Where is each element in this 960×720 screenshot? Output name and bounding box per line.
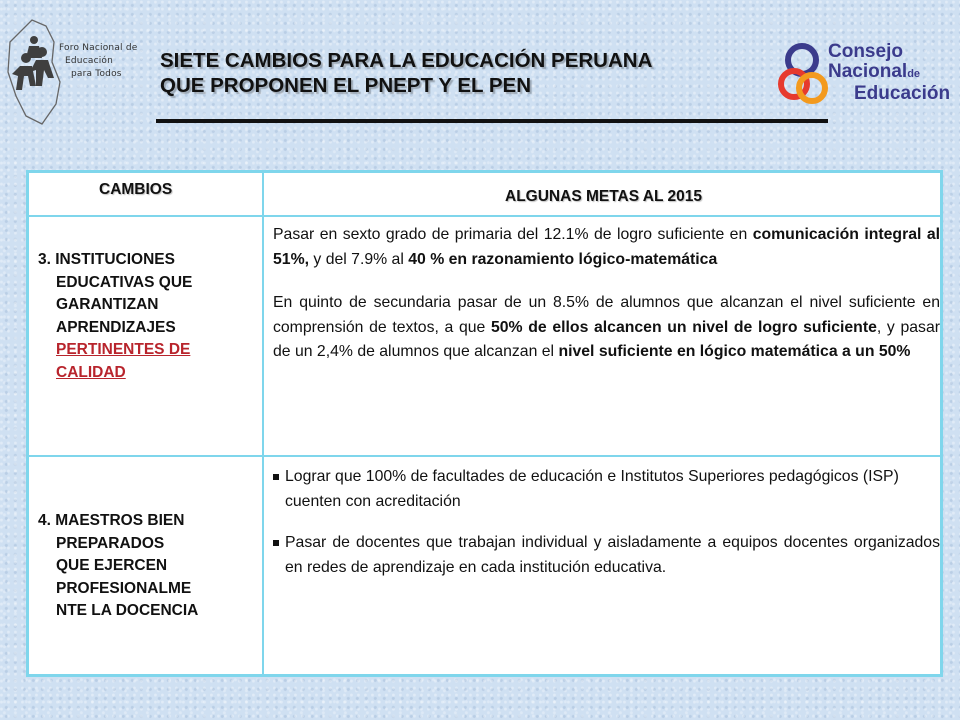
cne-logo (778, 38, 953, 110)
cne-name (828, 42, 950, 104)
cne-name-line-1: Consejo (828, 41, 903, 62)
forum-name-line: Educación (65, 56, 114, 66)
cambio-line: PREPARADOS (56, 534, 165, 552)
cambio-line: NTE LA DOCENCIA (56, 602, 199, 619)
meta-text: y del 7.9% al (309, 250, 409, 268)
cambio-line: QUE EJERCEN (56, 557, 168, 574)
title-underline (156, 119, 828, 123)
forum-logo (2, 12, 152, 130)
meta-bold: 50% de ellos alcancen un nivel de logro suficiente (490, 318, 877, 336)
row-divider (29, 455, 940, 457)
cambio-line: PROFESIONALME (56, 579, 192, 597)
cne-name-line-2: Nacional (828, 61, 908, 82)
column-divider (262, 173, 264, 674)
cambio-3 (38, 249, 258, 384)
cambio-highlight: PERTINENTES DE (56, 341, 191, 358)
meta-bold: nivel suficiente en lógico matemática a un 50% (558, 343, 911, 360)
list-item-text: Pasar de docentes que trabajan individual y aisladamente a equipos docentes organizados en redes de aprendizaje en cada institución educativa. (285, 534, 940, 576)
meta-bold: 40 % en razonamiento lógico-matemática (408, 250, 718, 268)
square-bullet-icon (273, 540, 279, 546)
cambio-line: 3. INSTITUCIONES (38, 251, 175, 268)
list-item (273, 465, 940, 514)
row-divider (29, 215, 940, 217)
meta-text: Pasar en sexto grado de primaria del 12.1% de logro suficiente en (273, 226, 753, 243)
meta-paragraph (273, 291, 940, 365)
cambio-line: EDUCATIVAS QUE (56, 273, 193, 291)
square-bullet-icon (273, 474, 279, 480)
cambio-line: 4. MAESTROS BIEN (38, 512, 185, 529)
list-item (273, 531, 940, 580)
meta-text: En quinto de secundaria pasar de un 8.5% de alumnos que alcanzan el nivel suficiente en comprensión de textos, a que (273, 294, 940, 336)
page-title (160, 48, 800, 98)
metas-4 (273, 465, 940, 580)
metas-3 (273, 223, 940, 365)
meta-bold: comunicación integral al 51%, (273, 226, 940, 268)
cambio-highlight: CALIDAD (56, 363, 126, 381)
header-cambios: CAMBIOS (99, 181, 173, 198)
list-item-text: Lograr que 100% de facultades de educación e Institutos Superiores pedagógicos (ISP) cuenten con acreditación (285, 468, 899, 510)
meta-text: , y pasar de un 2,4% de alumnos que alcanzan el (273, 318, 940, 360)
cne-name-line-3: Educación (854, 83, 951, 104)
header-metas: ALGUNAS METAS AL 2015 (505, 188, 702, 205)
forum-name (59, 42, 137, 81)
forum-name-line: Foro Nacional de (59, 43, 138, 53)
forum-name-line: para Todos (71, 69, 122, 79)
page-title-line-1: SIETE CAMBIOS PARA LA EDUCACIÓN PERUANA (160, 49, 653, 72)
cambio-line: APRENDIZAJES (56, 318, 176, 336)
meta-paragraph (273, 223, 940, 272)
page-title-line-2: QUE PROPONEN EL PNEPT Y EL PEN (160, 74, 532, 97)
cambio-line: GARANTIZAN (56, 296, 159, 313)
cne-name-de: de (907, 68, 921, 80)
goals-table (26, 170, 943, 677)
interlocking-rings-icon (778, 40, 830, 110)
cambio-4 (38, 510, 258, 623)
